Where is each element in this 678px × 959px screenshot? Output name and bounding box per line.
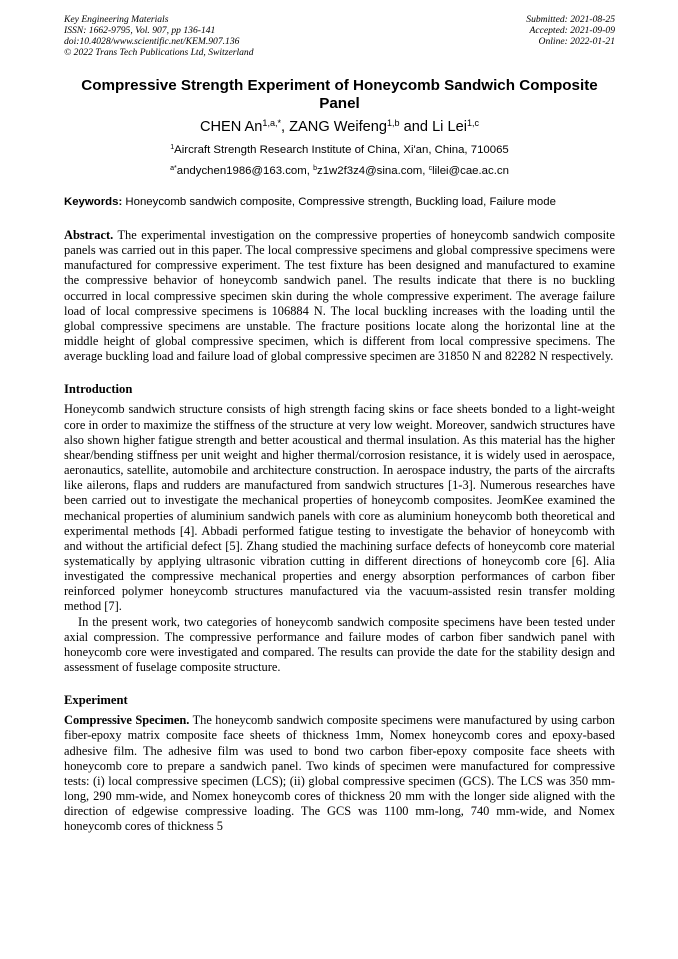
affiliation-text: Aircraft Strength Research Institute of China, Xi'an, China, 710065 <box>174 144 509 156</box>
email-address: lilei@cae.ac.cn <box>432 165 509 177</box>
abstract-text: The experimental investigation on the compressive properties of honeycomb sandwich composite panels was carried out in this paper. The local compressive specimens and global compressive specimens were manufactured for compressive experiment. The test fixture has been designed and manufactured to examine the compressive behavior of honeycomb sandwich panel. The results indicate that there is no buckling occurred in local compressive specimen skin during the whole compressive experiment. The average failure load of local compressive specimens is 106884 N. The local buckling increases with the loading until the global compressive specimens are unstable. The fracture positions locate along the horizontal line at the middle height of global compressive specimen, which is different from local compressive specimens. The average buckling load and failure load of global compressive specimen are 31850 N and 82282 N respectively. <box>64 228 615 364</box>
journal-info <box>64 14 254 58</box>
keywords-text: Honeycomb sandwich composite, Compressive strength, Buckling load, Failure mode <box>122 196 556 208</box>
paper-page <box>64 14 615 834</box>
author-emails <box>64 164 615 178</box>
author-separator: and <box>399 119 433 135</box>
email-mark: c <box>428 165 433 173</box>
abstract <box>64 228 615 364</box>
publication-header <box>64 14 615 58</box>
keywords-label: Keywords: <box>64 196 123 208</box>
doi-line: doi:10.4028/www.scientific.net/KEM.907.136 <box>64 36 240 47</box>
author-name: CHEN An <box>199 119 263 135</box>
email-mark: b <box>313 165 317 173</box>
section-heading-introduction: Introduction <box>64 382 133 397</box>
journal-name: Key Engineering Materials <box>64 14 169 25</box>
subsection-runin-heading: Compressive Specimen. <box>64 713 190 728</box>
submitted-date: Submitted: 2021-08-25 <box>526 14 615 25</box>
email-address: andychen1986@163.com, <box>176 165 314 177</box>
copyright-line: © 2022 Trans Tech Publications Ltd, Switzerland <box>64 47 254 58</box>
author-affiliation-mark: 1,c <box>466 118 480 129</box>
email-address: z1w2f3z4@sina.com, <box>317 165 429 177</box>
author-affiliation-mark: 1,b <box>387 118 400 129</box>
paper-title: Compressive Strength Experiment of Honeycomb Sandwich Composite Panel <box>81 77 598 112</box>
keywords <box>64 195 615 209</box>
accepted-date: Accepted: 2021-09-09 <box>529 25 615 36</box>
introduction-paragraph: Honeycomb sandwich structure consists of high strength facing skins or face sheets bonded to a light-weight core in order to maximize the stiffness of the structure at very low weight. Moreover, sandwich structures have also shown higher fatigue strength and better acoustical and thermal insulation. As this material has the higher shear/bending stiffness per unit weight and higher thermal/corrosion resistance, it is widely used in aerospace, aeronautics, satellite, automobile and architecture construction. In aerospace industry, the parts of the aircrafts like ailerons, flaps and rudders are manufactured from sandwich structures [1-3]. Numerous researches have been carried out to investigate the mechanical properties of honeycomb composites. JeomKee examined the mechanical properties of aluminium sandwich panels with core as aluminium honeycomb both theoretical and experimental methods [4]. Abbadi performed fatigue testing to investigate the behavior of honeycomb with and without the artificial defect [5]. Zhang studied the machining surface defects of honeycomb core material systematically by applying ultrasonic vibration cutting in different directions of honeycomb core [6]. Alia investigated the compressive mechanical properties and energy absorption performances of carbon fiber reinforced polymer honeycomb structures manufactured via the vacuum-assisted resin transfer molding method [7]. <box>64 402 615 614</box>
section-heading-experiment: Experiment <box>64 693 128 708</box>
issn-line: ISSN: 1662-9795, Vol. 907, pp 136-141 <box>64 25 216 36</box>
introduction-paragraph: In the present work, two categories of honeycomb sandwich composite specimens have been tested under axial compression. The compressive performance and failure modes of carbon fiber sandwich panel with honeycomb core were investigated and compared. The results can provide the date for the stability design and assessment of fuselage composite structure. <box>64 614 615 675</box>
email-mark: a* <box>170 165 177 173</box>
experiment-paragraph <box>64 713 615 834</box>
publication-dates <box>526 14 615 58</box>
author-list <box>64 118 615 136</box>
author-name: ZANG Weifeng <box>289 119 388 135</box>
author-separator: , <box>281 119 290 135</box>
affiliation <box>64 143 615 157</box>
author-name: Li Lei <box>432 119 467 135</box>
online-date: Online: 2022-01-21 <box>538 36 615 47</box>
experiment-paragraph-text: The honeycomb sandwich composite specimens were manufactured by using carbon fiber-epoxy matrix composite face sheets of thickness 1mm, Nomex honeycomb cores and epoxy-based adhesive film. The adhesive film was used to bond two carbon fiber-epoxy composite face sheets with honeycomb core to prepare a sandwich panel. Two kinds of specimen were manufactured for compressive tests: (i) local compressive specimen (LCS); (ii) global compressive specimen (GCS). The LCS was 350 mm-long, 290 mm-wide, and Nomex honeycomb cores of thickness 20 mm with the longer side aligned with the direction of edgewise compressive loading. The GCS was 1100 mm-long, 740 mm-wide, and Nomex honeycomb cores of thickness 5 <box>64 713 615 834</box>
abstract-label: Abstract. <box>64 228 114 242</box>
affiliation-mark: 1 <box>170 144 175 152</box>
author-affiliation-mark: 1,a,* <box>262 118 282 129</box>
